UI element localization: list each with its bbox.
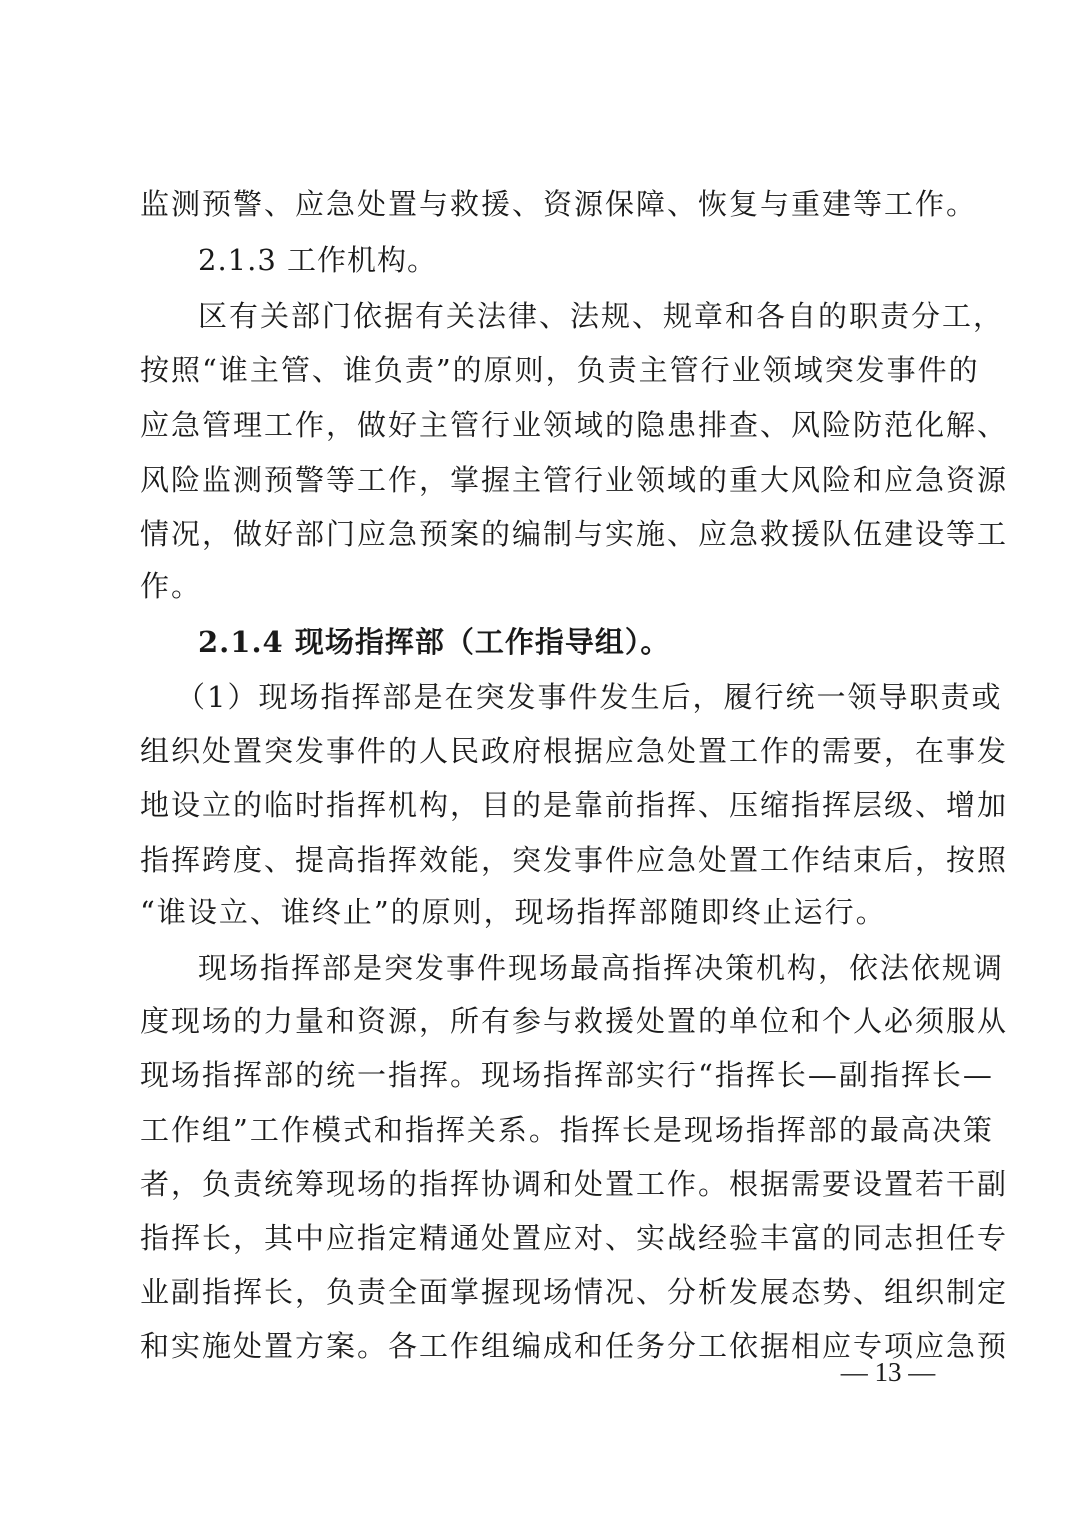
section-heading-2-1-3: 2.1.3 工作机构。 (198, 243, 438, 277)
paragraph-line: 工作组”工作模式和指挥关系。指挥长是现场指挥部的最高决策 (140, 1113, 994, 1147)
paragraph-line: 现场指挥部是突发事件现场最高指挥决策机构，依法依规调 (198, 951, 1005, 985)
text-line: 监测预警、应急处置与救援、资源保障、恢复与重建等工作。 (140, 187, 978, 221)
paragraph-line: 区有关部门依据有关法律、法规、规章和各自的职责分工， (198, 299, 1005, 333)
paragraph-line: 指挥跨度、提高指挥效能，突发事件应急处置工作结束后，按照 (140, 843, 1009, 877)
paragraph-line: 按照“谁主管、谁负责”的原则，负责主管行业领域突发事件的 (140, 353, 980, 387)
paragraph-line: 业副指挥长，负责全面掌握现场情况、分析发展态势、组织制定 (140, 1275, 1009, 1309)
paragraph-line: 现场指挥部的统一指挥。现场指挥部实行“指挥长—副指挥长— (140, 1058, 994, 1092)
page-number: — 13 — (840, 1357, 936, 1387)
paragraph-line: 地设立的临时指挥机构，目的是靠前指挥、压缩指挥层级、增加 (140, 788, 1009, 822)
paragraph-line: 情况，做好部门应急预案的编制与实施、应急救援队伍建设等工 (140, 517, 1009, 551)
paragraph-line: 度现场的力量和资源，所有参与救援处置的单位和个人必须服从 (140, 1004, 1009, 1038)
paragraph-line: 指挥长，其中应指定精通处置应对、实战经验丰富的同志担任专 (140, 1221, 1009, 1255)
paragraph-line: （1）现场指挥部是在突发事件发生后，履行统一领导职责或 (176, 680, 1003, 714)
paragraph-line: 组织处置突发事件的人民政府根据应急处置工作的需要，在事发 (140, 734, 1009, 768)
paragraph-line: 风险监测预警等工作，掌握主管行业领域的重大风险和应急资源 (140, 463, 1009, 497)
paragraph-line: “谁设立、谁终止”的原则，现场指挥部随即终止运行。 (140, 895, 887, 929)
paragraph-line: 和实施处置方案。各工作组编成和任务分工依据相应专项应急预 (140, 1329, 1009, 1363)
section-heading-2-1-4: 2.1.4 现场指挥部（工作指导组）。 (198, 625, 671, 659)
paragraph-line: 应急管理工作，做好主管行业领域的隐患排查、风险防范化解、 (140, 408, 1009, 442)
paragraph-line: 者，负责统筹现场的指挥协调和处置工作。根据需要设置若干副 (140, 1167, 1009, 1201)
paragraph-line: 作。 (140, 569, 203, 603)
